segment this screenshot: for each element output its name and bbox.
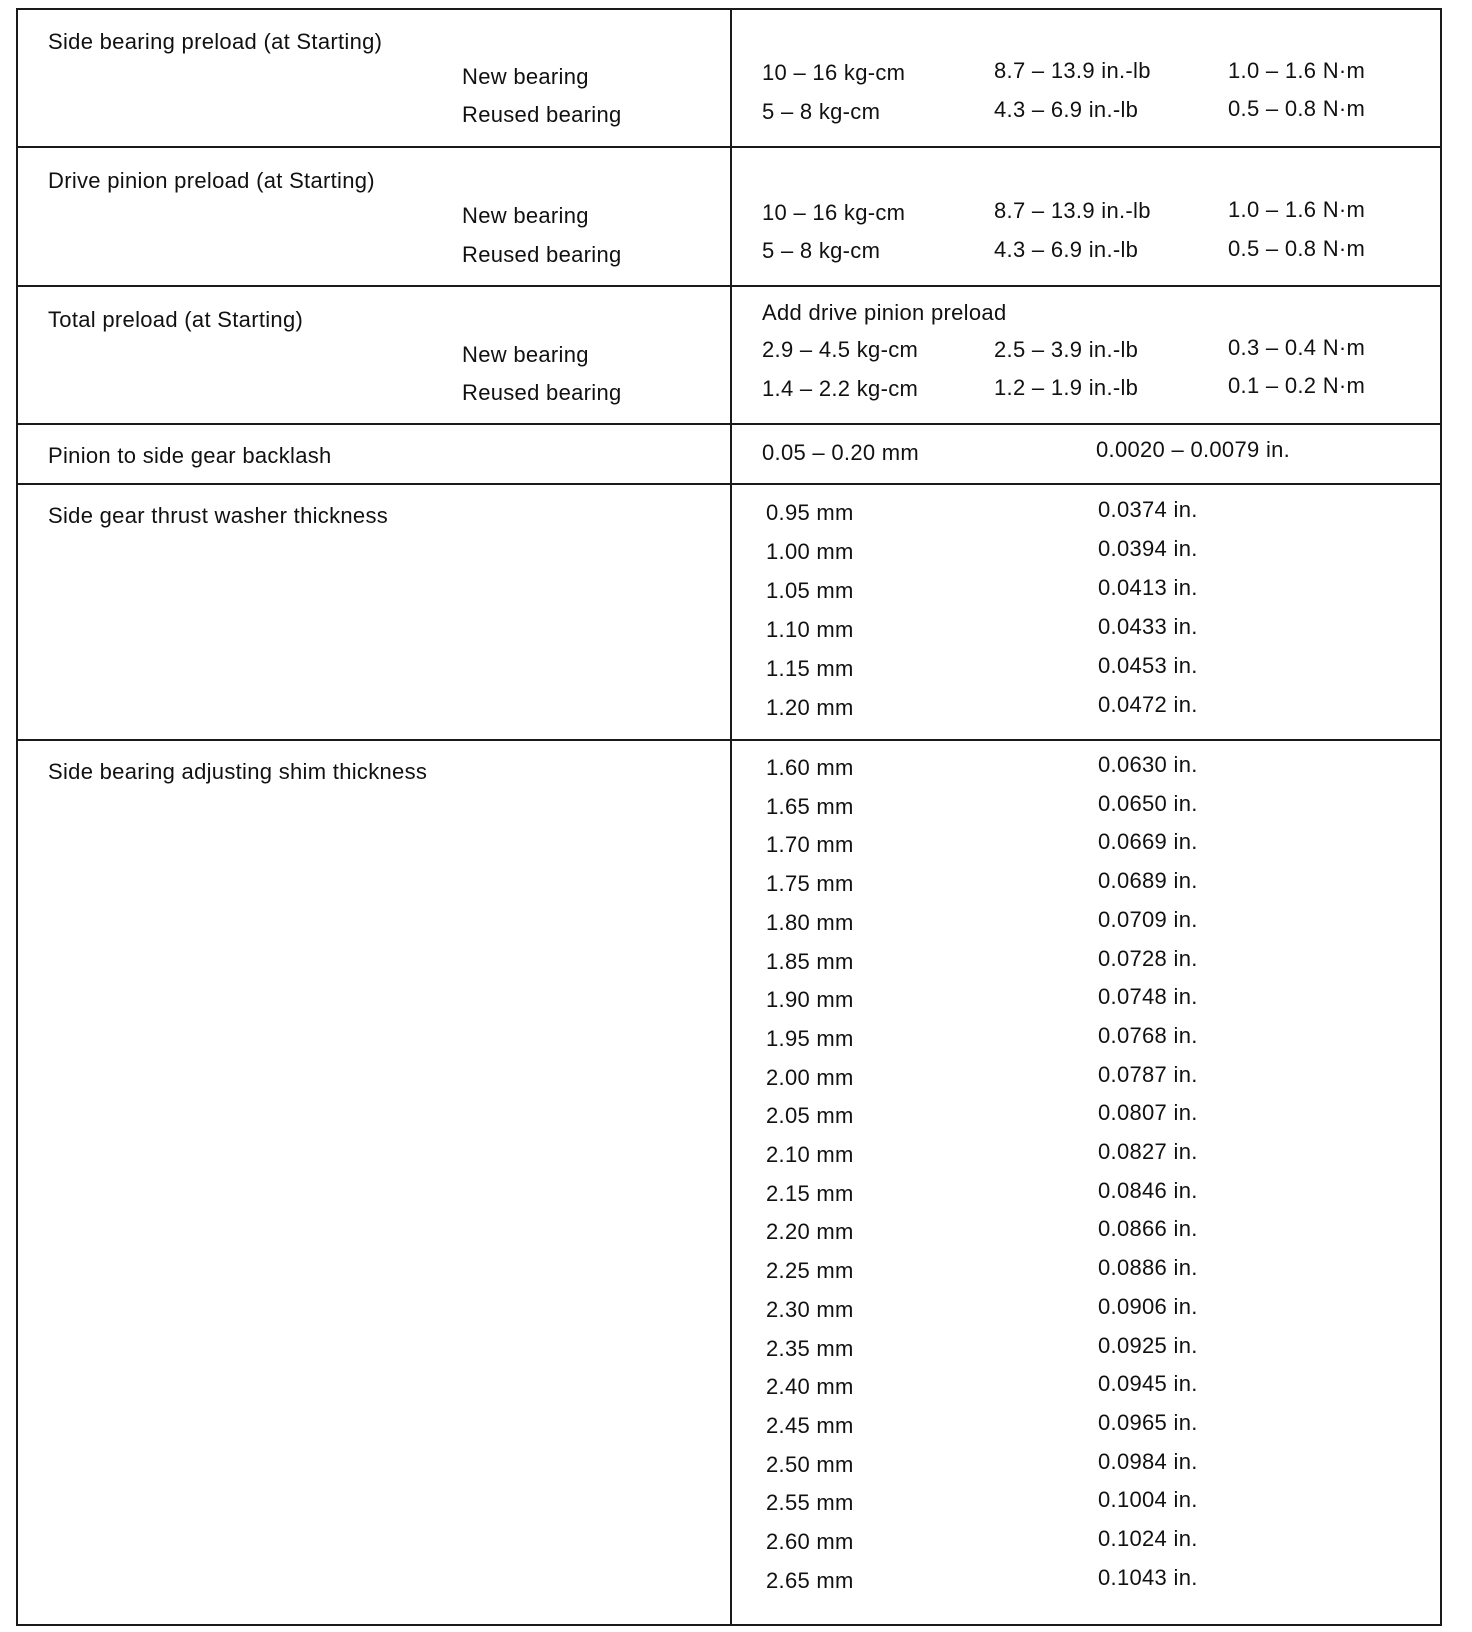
value-mm: 2.65 mm xyxy=(766,1567,854,1593)
value-nm: 1.0 – 1.6 N·m xyxy=(1228,197,1366,222)
value-inch: 0.0787 in. xyxy=(1098,1061,1198,1087)
value-mm: 2.40 mm xyxy=(766,1374,854,1400)
value-inch: 0.0965 in. xyxy=(1098,1409,1198,1435)
section-label: Total preload (at Starting) xyxy=(48,307,304,332)
value-mm: 1.80 mm xyxy=(766,909,854,935)
value-inch: 0.0906 in. xyxy=(1098,1293,1198,1319)
value-mm: 2.60 mm xyxy=(766,1529,854,1554)
value-mm: 2.20 mm xyxy=(766,1219,854,1245)
value-inch: 0.0413 in. xyxy=(1098,575,1198,600)
value-mm: 1.75 mm xyxy=(766,871,854,897)
section-adjusting-shim xyxy=(18,741,1440,1628)
value-mm: 1.95 mm xyxy=(766,1025,854,1051)
value-nm: 0.5 – 0.8 N·m xyxy=(1228,236,1366,261)
value-inlb: 2.5 – 3.9 in.-lb xyxy=(994,337,1139,362)
value-mm: 2.00 mm xyxy=(766,1064,854,1090)
value-inlb: 4.3 – 6.9 in.-lb xyxy=(994,97,1139,122)
value-kgcm: 5 – 8 kg-cm xyxy=(762,99,881,124)
value-nm: 0.5 – 0.8 N·m xyxy=(1228,96,1366,121)
section-total-preload xyxy=(18,287,1440,425)
section-label: Side gear thrust washer thickness xyxy=(48,503,389,528)
value-mm: 0.95 mm xyxy=(766,500,854,525)
value-inch: 0.0748 in. xyxy=(1098,984,1198,1010)
value-nm: 0.1 – 0.2 N·m xyxy=(1228,373,1366,398)
value-mm: 2.10 mm xyxy=(766,1142,854,1167)
value-inch: 0.0945 in. xyxy=(1098,1371,1198,1397)
section-label: Pinion to side gear backlash xyxy=(48,443,332,468)
value-mm: 1.10 mm xyxy=(766,617,854,642)
section-side-bearing-preload xyxy=(18,10,1440,148)
value-kgcm: 5 – 8 kg-cm xyxy=(762,238,881,263)
condition-reused-bearing: Reused bearing xyxy=(462,380,622,405)
value-mm: 2.55 mm xyxy=(766,1490,854,1516)
condition-new-bearing: New bearing xyxy=(462,342,589,367)
value-inch: 0.0689 in. xyxy=(1098,868,1198,894)
spec-table xyxy=(16,8,1442,1626)
value-inch: 0.0846 in. xyxy=(1098,1177,1198,1203)
value-mm: 2.25 mm xyxy=(766,1258,854,1284)
value-mm: 1.85 mm xyxy=(766,948,854,974)
value-inch: 0.0728 in. xyxy=(1098,945,1198,971)
value-inch: 0.1004 in. xyxy=(1098,1487,1198,1513)
value-mm: 1.60 mm xyxy=(766,755,854,780)
value-kgcm: 10 – 16 kg-cm xyxy=(762,200,906,225)
value-nm: 1.0 – 1.6 N·m xyxy=(1228,58,1366,83)
value-mm: 2.50 mm xyxy=(766,1451,854,1477)
value-mm: 2.30 mm xyxy=(766,1296,854,1322)
value-mm: 1.65 mm xyxy=(766,793,854,819)
value-inch: 0.0925 in. xyxy=(1098,1332,1198,1358)
value-inch: 0.0886 in. xyxy=(1098,1255,1198,1281)
value-mm: 2.45 mm xyxy=(766,1412,854,1438)
value-nm: 0.3 – 0.4 N·m xyxy=(1228,335,1366,360)
section-label: Side bearing adjusting shim thickness xyxy=(48,759,428,784)
value-mm: 1.70 mm xyxy=(766,832,854,858)
value-inch: 0.0630 in. xyxy=(1098,752,1198,777)
condition-new-bearing: New bearing xyxy=(462,64,589,89)
value-inlb: 8.7 – 13.9 in.-lb xyxy=(994,58,1151,83)
section-drive-pinion-preload xyxy=(18,148,1440,287)
value-mm: 1.00 mm xyxy=(766,539,854,564)
value-mm: 0.05 – 0.20 mm xyxy=(762,440,920,465)
value-inch: 0.0433 in. xyxy=(1098,614,1198,639)
value-inch: 0.0669 in. xyxy=(1098,829,1198,855)
value-inch: 0.0827 in. xyxy=(1098,1139,1198,1164)
value-inch: 0.1043 in. xyxy=(1098,1564,1198,1590)
value-inlb: 4.3 – 6.9 in.-lb xyxy=(994,237,1139,262)
value-kgcm: 1.4 – 2.2 kg-cm xyxy=(762,376,919,401)
value-mm: 2.15 mm xyxy=(766,1180,854,1206)
section-label: Drive pinion preload (at Starting) xyxy=(48,168,375,193)
section-label: Side bearing preload (at Starting) xyxy=(48,29,383,54)
value-inch: 0.1024 in. xyxy=(1098,1526,1198,1551)
value-inlb: 8.7 – 13.9 in.-lb xyxy=(994,198,1151,223)
value-inch: 0.0394 in. xyxy=(1098,536,1198,561)
value-inch: 0.0453 in. xyxy=(1098,653,1198,678)
value-inch: 0.0650 in. xyxy=(1098,790,1198,816)
condition-new-bearing: New bearing xyxy=(462,203,589,228)
value-mm: 1.20 mm xyxy=(766,695,854,720)
value-inch: 0.0709 in. xyxy=(1098,906,1198,932)
value-mm: 2.35 mm xyxy=(766,1335,854,1361)
value-inch: 0.0807 in. xyxy=(1098,1100,1198,1126)
value-inch: 0.0472 in. xyxy=(1098,692,1198,717)
value-inch: 0.0866 in. xyxy=(1098,1216,1198,1242)
value-kgcm: 2.9 – 4.5 kg-cm xyxy=(762,337,919,362)
section-thrust-washer xyxy=(18,485,1440,741)
value-mm: 1.05 mm xyxy=(766,578,854,603)
value-kgcm: 10 – 16 kg-cm xyxy=(762,60,906,85)
value-inch: 0.0768 in. xyxy=(1098,1022,1198,1048)
value-mm: 2.05 mm xyxy=(766,1103,854,1129)
total-preload-note: Add drive pinion preload xyxy=(762,300,1007,325)
value-inch: 0.0020 – 0.0079 in. xyxy=(1096,437,1291,462)
value-mm: 1.90 mm xyxy=(766,987,854,1013)
value-inch: 0.0984 in. xyxy=(1098,1448,1198,1474)
value-inch: 0.0374 in. xyxy=(1098,497,1198,522)
value-mm: 1.15 mm xyxy=(766,656,854,681)
value-inlb: 1.2 – 1.9 in.-lb xyxy=(994,375,1139,400)
condition-reused-bearing: Reused bearing xyxy=(462,102,622,127)
condition-reused-bearing: Reused bearing xyxy=(462,242,622,267)
section-backlash xyxy=(18,425,1440,485)
